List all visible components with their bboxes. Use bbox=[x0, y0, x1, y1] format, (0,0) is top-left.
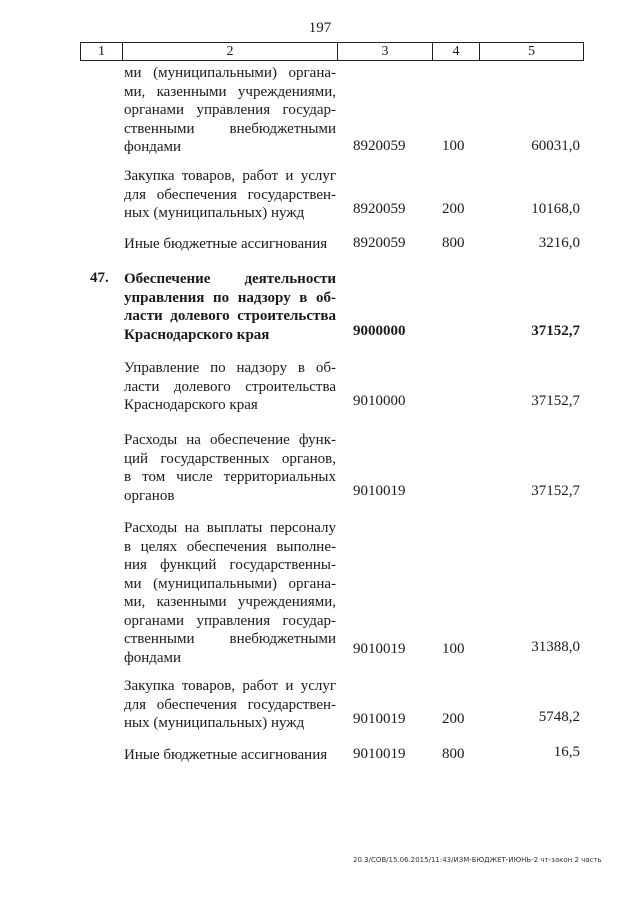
description-line: для обеспечения государствен- bbox=[124, 186, 336, 203]
row-amount: 37152,7 bbox=[531, 323, 580, 339]
row-code: 9010000 bbox=[353, 393, 406, 409]
description-line: в целях обеспечения выполне- bbox=[124, 538, 336, 555]
description-line: Краснодарского края bbox=[124, 397, 258, 413]
row-description bbox=[124, 167, 336, 223]
description-line: ласти долевого строительства bbox=[124, 378, 336, 395]
header-col-3: 3 bbox=[338, 43, 433, 60]
description-line: ственными внебюджетными bbox=[124, 631, 336, 647]
row-code: 8920059 bbox=[353, 138, 406, 154]
row-description bbox=[124, 235, 336, 254]
description-line: ми (муниципальными) органа- bbox=[124, 575, 336, 592]
description-line: ми, казенными учреждениями, bbox=[124, 83, 336, 100]
description-line: Иные бюджетные ассигнования bbox=[124, 236, 328, 252]
row-code: 9010019 bbox=[353, 483, 406, 499]
description-line: ций государственных органов, bbox=[124, 450, 336, 467]
row-amount: 37152,7 bbox=[531, 393, 580, 409]
description-line: органами управления государ- bbox=[124, 102, 336, 118]
description-line: Закупка товаров, работ и услуг bbox=[124, 168, 336, 184]
description-line: ния функций государственны- bbox=[124, 557, 336, 573]
row-type: 100 bbox=[442, 138, 465, 154]
row-amount: 5748,2 bbox=[538, 709, 580, 725]
row-code: 9010019 bbox=[353, 746, 406, 762]
table-header bbox=[80, 42, 584, 61]
row-code: 8920059 bbox=[353, 235, 406, 251]
row-code: 8920059 bbox=[353, 201, 406, 217]
row-description bbox=[124, 677, 336, 733]
description-line: фондами bbox=[124, 139, 182, 155]
row-type: 100 bbox=[442, 641, 465, 657]
description-line: Закупка товаров, работ и услуг bbox=[124, 678, 336, 694]
description-line: фондами bbox=[124, 649, 182, 666]
row-amount: 31388,0 bbox=[531, 639, 580, 655]
description-line: ми (муниципальными) органа- bbox=[124, 65, 336, 81]
header-col-1: 1 bbox=[81, 43, 123, 60]
row-amount: 16,5 bbox=[553, 744, 580, 760]
row-description bbox=[124, 431, 336, 505]
description-line: Управление по надзору в об- bbox=[124, 360, 336, 376]
row-description bbox=[124, 359, 336, 415]
row-amount: 37152,7 bbox=[531, 483, 580, 499]
description-line: Расходы на обеспечение функ- bbox=[124, 432, 336, 448]
row-type: 800 bbox=[442, 746, 465, 762]
description-line: органами управления государ- bbox=[124, 612, 336, 629]
row-code: 9010019 bbox=[353, 641, 406, 657]
description-line: в том числе территориальных bbox=[124, 469, 336, 485]
row-type: 800 bbox=[442, 235, 465, 251]
row-description bbox=[124, 746, 336, 765]
item-number: 47. bbox=[90, 270, 109, 286]
description-line: ственными внебюджетными bbox=[124, 120, 336, 137]
header-col-2: 2 bbox=[123, 43, 338, 60]
row-amount: 3216,0 bbox=[538, 235, 580, 251]
description-line: Иные бюджетные ассигнования bbox=[124, 747, 328, 763]
row-description bbox=[124, 64, 336, 157]
description-line: ных (муниципальных) нужд bbox=[124, 715, 305, 731]
document-footer: 20.3/СОВ/15.06.2015/11:43/ИЗМ-БЮДЖЕТ-ИЮНЬ-2 чт-закон 2 часть bbox=[353, 856, 602, 864]
description-line: для обеспечения государствен- bbox=[124, 696, 336, 713]
description-line: ми, казенными учреждениями, bbox=[124, 594, 336, 610]
row-type: 200 bbox=[442, 201, 465, 217]
description-line: Краснодарского края bbox=[124, 326, 270, 343]
header-col-4: 4 bbox=[433, 43, 480, 60]
row-amount: 10168,0 bbox=[531, 201, 580, 217]
row-code: 9000000 bbox=[353, 323, 406, 339]
row-code: 9010019 bbox=[353, 711, 406, 727]
row-amount: 60031,0 bbox=[531, 138, 580, 154]
description-line: ласти долевого строительства bbox=[124, 308, 336, 324]
row-description bbox=[124, 519, 336, 667]
row-description bbox=[124, 270, 336, 344]
row-type: 200 bbox=[442, 711, 465, 727]
description-line: ных (муниципальных) нужд bbox=[124, 205, 305, 221]
page-number: 197 bbox=[308, 20, 332, 36]
description-line: Обеспечение деятельности bbox=[124, 271, 336, 287]
header-col-5: 5 bbox=[528, 44, 535, 59]
description-line: Расходы на выплаты персоналу bbox=[124, 520, 336, 536]
description-line: управления по надзору в об- bbox=[124, 289, 336, 306]
description-line: органов bbox=[124, 487, 175, 504]
